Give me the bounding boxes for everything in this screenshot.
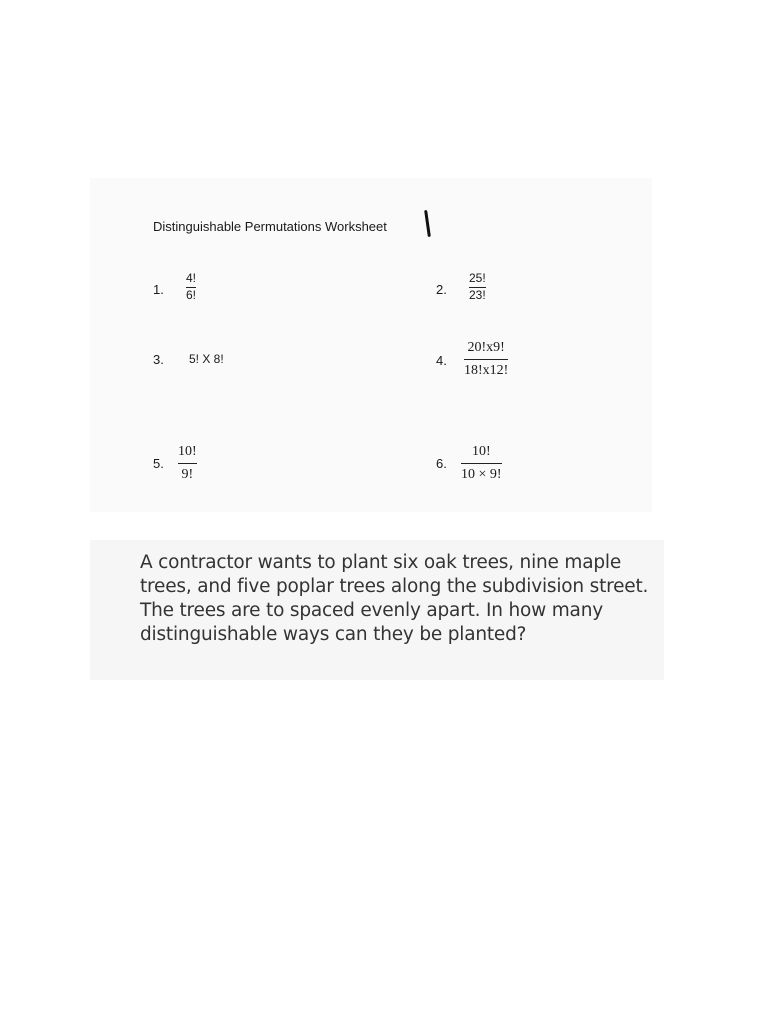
item-5-numerator: 10! — [178, 444, 197, 459]
item-5-denominator: 9! — [181, 467, 194, 483]
word-problem-line: A contractor wants to plant six oak trees, nine maple — [140, 552, 622, 573]
fraction-bar — [461, 463, 502, 464]
item-2-numerator: 25! — [469, 271, 486, 285]
item-1-numerator: 4! — [186, 271, 197, 285]
item-2-fraction — [469, 272, 486, 303]
item-1-fraction — [186, 272, 196, 303]
worksheet-title: Distinguishable Permutations Worksheet — [153, 219, 387, 234]
item-6-numerator: 10! — [471, 444, 491, 459]
item-4-number: 4. — [436, 353, 447, 368]
word-problem-line: The trees are to spaced evenly apart. In how many — [140, 600, 603, 621]
item-6-denominator: 10 × 9! — [461, 467, 502, 483]
fraction-bar — [178, 463, 197, 464]
word-problem-line: trees, and five poplar trees along the subdivision street. — [140, 576, 649, 597]
item-4-fraction — [464, 340, 508, 379]
item-1-number: 1. — [153, 282, 164, 297]
item-3-number: 3. — [153, 352, 164, 367]
item-4-numerator: 20!x9! — [467, 340, 505, 355]
item-3-expression: 5! X 8! — [189, 352, 224, 366]
item-6-number: 6. — [436, 456, 447, 471]
item-1-denominator: 6! — [186, 287, 197, 302]
word-problem-line: distinguishable ways can they be planted? — [140, 624, 527, 645]
item-5-fraction — [178, 444, 197, 483]
item-4-denominator: 18!x12! — [464, 363, 509, 379]
item-2-denominator: 23! — [469, 287, 486, 302]
item-5-number: 5. — [153, 456, 164, 471]
word-problem — [140, 551, 660, 647]
fraction-bar — [464, 359, 508, 360]
item-2-number: 2. — [436, 282, 447, 297]
item-6-fraction — [461, 444, 502, 483]
